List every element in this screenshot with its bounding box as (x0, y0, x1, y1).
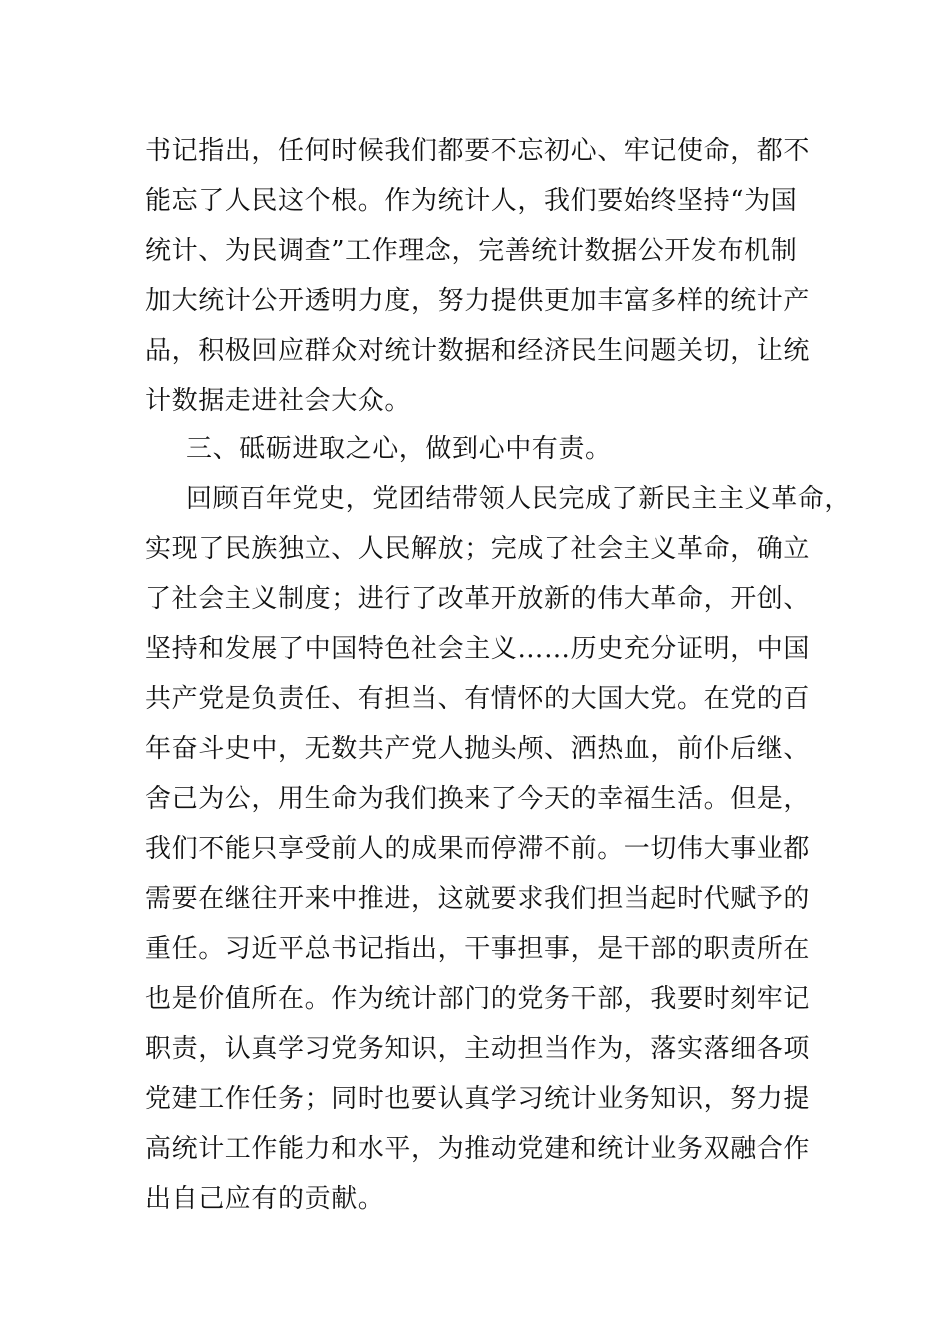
text-line: 回顾百年党史，党团结带领人民完成了新民主主义革命， (186, 484, 852, 514)
text-line: 也是价值所在。作为统计部门的党务干部，我要时刻牢记 (145, 984, 811, 1014)
text-line: 需要在继往开来中推进，这就要求我们担当起时代赋予的 (145, 884, 811, 914)
text-line: 了社会主义制度；进行了改革开放新的伟大革命，开创、 (145, 584, 811, 614)
text-line: 品，积极回应群众对统计数据和经济民生问题关切，让统 (145, 336, 811, 366)
text-line: 高统计工作能力和水平，为推动党建和统计业务双融合作 (145, 1134, 811, 1164)
text-line: 职责，认真学习党务知识，主动担当作为，落实落细各项 (145, 1034, 811, 1064)
text-line: 共产党是负责任、有担当、有情怀的大国大党。在党的百 (145, 684, 811, 714)
text-line: 实现了民族独立、人民解放；完成了社会主义革命，确立 (145, 534, 811, 564)
text-line: 能忘了人民这个根。作为统计人，我们要始终坚持“为国 (145, 186, 798, 216)
text-line: 我们不能只享受前人的成果而停滞不前。一切伟大事业都 (145, 834, 811, 864)
text-line: 加大统计公开透明力度，努力提供更加丰富多样的统计产 (145, 286, 811, 316)
text-line: 党建工作任务；同时也要认真学习统计业务知识，努力提 (145, 1084, 811, 1114)
text-line: 舍己为公，用生命为我们换来了今天的幸福生活。但是， (145, 784, 811, 814)
section-heading: 三、砥砺进取之心，做到心中有责。 (186, 434, 612, 464)
text-line: 年奋斗史中，无数共产党人抛头颅、洒热血，前仆后继、 (145, 734, 811, 764)
text-line: 出自己应有的贡献。 (145, 1184, 385, 1214)
text-line: 统计、为民调查”工作理念，完善统计数据公开发布机制 (145, 236, 798, 266)
text-line: 书记指出，任何时候我们都要不忘初心、牢记使命，都不 (145, 136, 811, 166)
text-line: 计数据走进社会大众。 (145, 386, 412, 416)
text-line: 重任。习近平总书记指出，干事担事，是干部的职责所在 (145, 934, 811, 964)
text-line: 坚持和发展了中国特色社会主义……历史充分证明，中国 (145, 634, 811, 664)
